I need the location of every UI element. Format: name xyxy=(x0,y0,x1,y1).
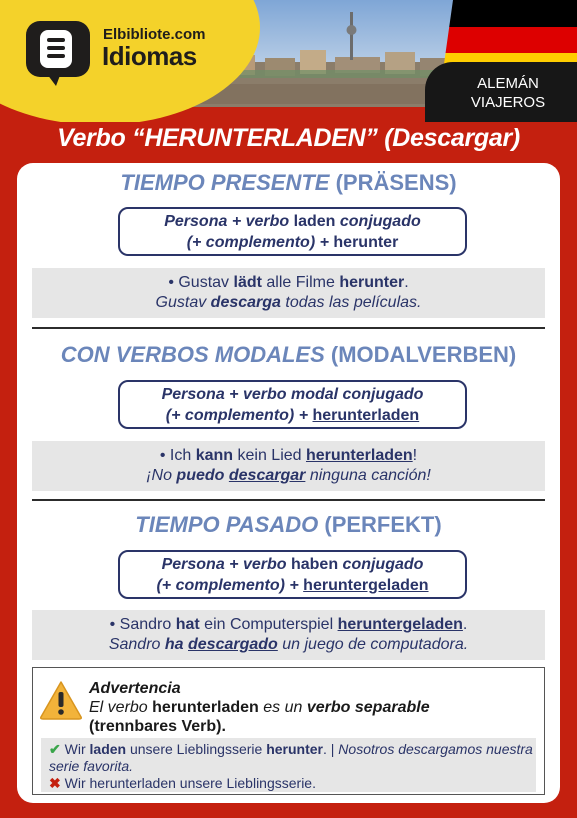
warning-body xyxy=(89,698,539,736)
formula-text: conjugado xyxy=(335,213,421,230)
example-text: unsere Lieblingsserie xyxy=(126,741,267,757)
section-title-plain: (PERFEKT) xyxy=(324,512,442,537)
check-icon: ✔ xyxy=(49,741,61,757)
example-verb: lädt xyxy=(233,274,262,291)
example-text: Wir xyxy=(64,741,90,757)
example-spanish xyxy=(32,635,545,655)
example-verb: kann xyxy=(195,447,234,464)
section-title-italic: CON VERBOS MODALES xyxy=(60,342,325,367)
example-verb: puedo xyxy=(176,467,225,484)
example-text: ninguna canción! xyxy=(305,467,431,484)
warning-text: El verbo xyxy=(89,699,153,716)
formula-box-present xyxy=(118,207,467,256)
example-particle: herunter xyxy=(339,274,405,291)
formula-box-modal xyxy=(118,380,467,429)
example-participle: descargado xyxy=(188,636,278,653)
cross-icon: ✖ xyxy=(49,775,61,791)
example-text: todas las películas. xyxy=(280,294,422,311)
correct-example xyxy=(49,741,539,775)
formula-text: Persona + verbo modal conjugado xyxy=(161,386,424,403)
example-text: kein Lied xyxy=(233,447,306,464)
page-title: Verbo “HERUNTERLADEN” (Descargar) xyxy=(57,124,520,152)
example-text: • Sandro xyxy=(109,616,176,633)
warning-line-2 xyxy=(89,717,539,736)
warning-box xyxy=(32,667,545,795)
formula-text: (+ complemento) + xyxy=(186,234,334,251)
formula-text: (+ complemento) + xyxy=(156,577,304,594)
example-verb: hat xyxy=(175,616,200,633)
example-infinitive: descargar xyxy=(228,467,306,484)
section-divider xyxy=(32,327,545,329)
warning-term: verbo separable xyxy=(306,699,430,716)
example-infinitive: herunterladen xyxy=(305,447,413,464)
formula-text: conjugado xyxy=(338,556,424,573)
example-text: • Gustav xyxy=(168,274,234,291)
example-text: Wir herunterladen unsere Lieblingsserie. xyxy=(64,775,316,791)
example-text: • Ich xyxy=(159,447,196,464)
warning-triangle-icon xyxy=(39,680,83,720)
flag-stripe-red xyxy=(445,27,577,54)
formula-line-1 xyxy=(120,554,465,575)
book-icon xyxy=(40,30,72,68)
flag-stripe-black xyxy=(449,0,577,27)
example-verb: descarga xyxy=(210,294,281,311)
formula-line-2 xyxy=(120,405,465,426)
example-verb: ha xyxy=(164,636,184,653)
formula-text: Persona + verbo xyxy=(161,556,291,573)
section-title-present xyxy=(0,170,577,196)
example-box-modal xyxy=(32,441,545,491)
section-title-italic: TIEMPO PASADO xyxy=(135,512,319,537)
example-text: un juego de computadora. xyxy=(277,636,469,653)
header-banner xyxy=(0,0,577,122)
warning-term-german: (trennbares Verb). xyxy=(89,718,226,735)
brand-name: Idiomas xyxy=(102,41,197,71)
section-title-italic: TIEMPO PRESENTE xyxy=(120,170,330,195)
warning-text: es un xyxy=(258,699,307,716)
section-title-plain: (MODALVERBEN) xyxy=(330,342,517,367)
formula-line-2 xyxy=(120,232,465,253)
formula-line-1 xyxy=(120,211,465,232)
example-text: Gustav xyxy=(155,294,211,311)
language-label xyxy=(448,74,568,112)
example-german xyxy=(32,446,545,466)
example-german xyxy=(32,273,545,293)
example-text: ! xyxy=(412,447,418,464)
example-verb: laden xyxy=(89,741,127,757)
example-german xyxy=(32,615,545,635)
section-title-modal xyxy=(0,342,577,368)
example-text: . | xyxy=(322,741,339,757)
section-divider xyxy=(32,499,545,501)
example-text: alle Filme xyxy=(261,274,340,291)
example-text: ein Computerspiel xyxy=(199,616,338,633)
formula-particle: herunter xyxy=(333,234,399,251)
example-text: . xyxy=(462,616,468,633)
example-text: . xyxy=(404,274,409,291)
example-spanish xyxy=(32,293,545,313)
example-text: ¡No xyxy=(146,467,177,484)
formula-box-past xyxy=(118,550,467,599)
example-box-present xyxy=(32,268,545,318)
section-title-plain: (PRÄSENS) xyxy=(335,170,457,195)
formula-verb: laden xyxy=(293,213,336,230)
warning-heading: Advertencia xyxy=(89,680,181,697)
example-text: Sandro xyxy=(108,636,165,653)
brand-site: Elbibliote.com xyxy=(103,26,206,43)
language-audience: VIAJEROS xyxy=(470,94,546,111)
formula-line-1 xyxy=(120,384,465,405)
warning-line-1 xyxy=(89,698,539,717)
formula-text: (+ complemento) + xyxy=(165,407,313,424)
formula-line-2 xyxy=(120,575,465,596)
example-box-past xyxy=(32,610,545,660)
formula-verb: haben xyxy=(290,556,339,573)
formula-participle: heruntergeladen xyxy=(303,577,429,594)
formula-infinitive: herunterladen xyxy=(312,407,420,424)
example-participle: heruntergeladen xyxy=(337,616,463,633)
wrong-example xyxy=(49,775,539,792)
section-title-past xyxy=(0,512,577,538)
warning-verb: herunterladen xyxy=(152,699,259,716)
example-spanish xyxy=(32,466,545,486)
logo-badge-tail xyxy=(44,70,62,86)
example-particle: herunter xyxy=(266,741,323,757)
example-translation: Nosotros descargamos nuestra serie favorita. xyxy=(49,741,533,774)
formula-text: Persona + verbo xyxy=(164,213,294,230)
language-name: ALEMÁN xyxy=(477,75,539,92)
